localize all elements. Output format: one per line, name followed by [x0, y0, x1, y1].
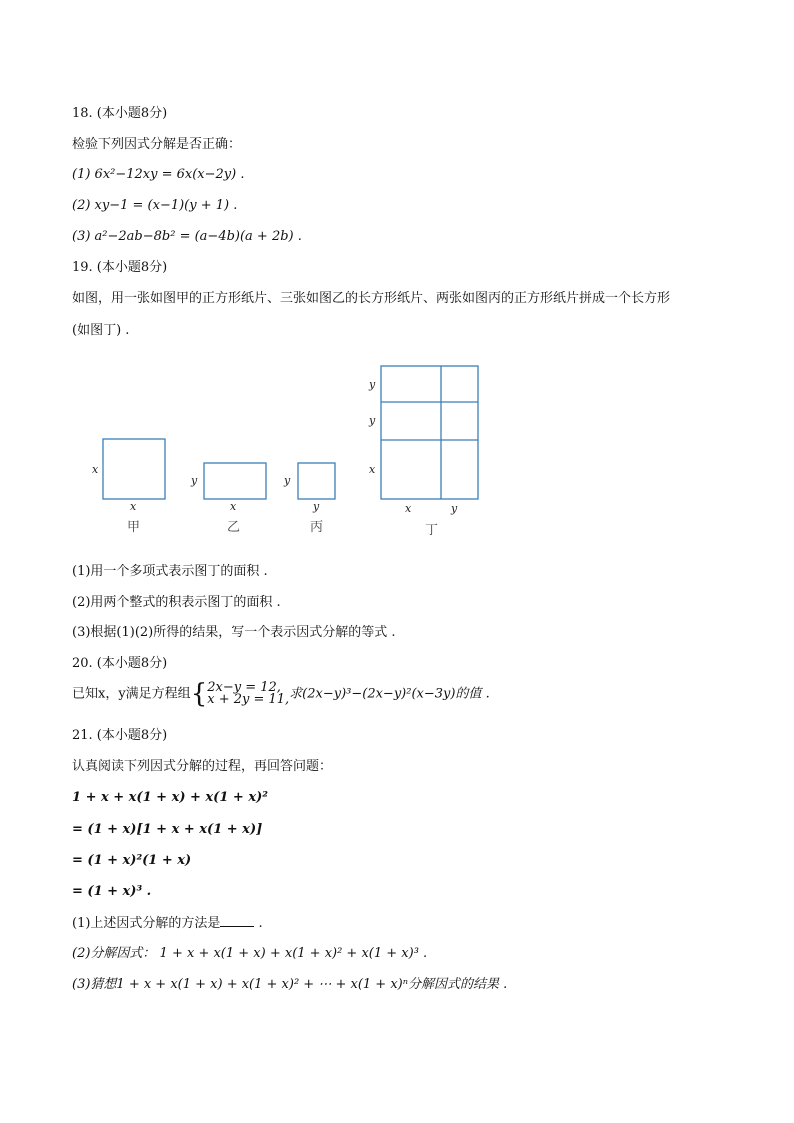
q19-header: 19. (本小题8分) — [72, 260, 168, 275]
q20-header: 20. (本小题8分) — [72, 656, 168, 671]
jia-bottom-label: x — [130, 500, 137, 513]
q21-item-3: (3)猜想1 + x + x(1 + x) + x(1 + x)² + ⋯ + x(1 + x)ⁿ分解因式的结果 . — [72, 977, 508, 992]
yi-left-label: y — [191, 474, 198, 487]
q21-step-3: = (1 + x)²(1 + x) — [72, 853, 192, 868]
yi-bottom-label: x — [230, 500, 237, 513]
figure-jia-square — [103, 439, 165, 499]
ding-left-label-3: x — [369, 463, 376, 476]
figure-yi-rectangle — [204, 463, 266, 499]
q18-item-1: (1) 6x²−12xy = 6x(x−2y) . — [72, 167, 245, 182]
q19-item-1: (1)用一个多项式表示图丁的面积 . — [72, 564, 268, 579]
q20-statement — [72, 681, 490, 708]
ding-caption: 丁 — [425, 523, 439, 538]
bing-caption: 丙 — [310, 520, 324, 535]
q21-step-4: = (1 + x)³ . — [72, 884, 152, 899]
ding-left-label-1: y — [369, 378, 376, 391]
q21-item-2: (2)分解因式： 1 + x + x(1 + x) + x(1 + x)² + x(1 + x)³ . — [72, 946, 428, 961]
q20-suffix: 求(2x−y)³−(2x−y)²(x−3y)的值 . — [289, 686, 490, 702]
ding-left-label-2: y — [369, 414, 376, 427]
q21-item-1 — [72, 914, 263, 933]
ding-bottom-label-2: y — [451, 502, 458, 515]
q19-item-2: (2)用两个整式的积表示图丁的面积 . — [72, 595, 281, 610]
q19-item-3: (3)根据(1)(2)所得的结果，写一个表示因式分解的等式 . — [72, 625, 396, 640]
answer-blank — [220, 914, 254, 927]
q21-step-2: = (1 + x)[1 + x + x(1 + x)] — [72, 822, 263, 837]
figure-bing-square — [298, 463, 335, 499]
jia-left-label: x — [92, 463, 99, 476]
jia-caption: 甲 — [127, 520, 141, 535]
left-brace-icon: { — [190, 679, 208, 709]
q19-figure — [80, 360, 500, 540]
q18-intro: 检验下列因式分解是否正确： — [72, 137, 242, 152]
q21-item-1-suffix: . — [254, 916, 263, 931]
figure-ding-rectangle — [381, 366, 478, 499]
q18-header: 18. (本小题8分) — [72, 106, 168, 121]
q20-eq1: 2x−y = 12, — [207, 680, 281, 695]
q21-header: 21. (本小题8分) — [72, 728, 168, 743]
yi-caption: 乙 — [227, 520, 241, 535]
q21-intro: 认真阅读下列因式分解的过程，再回答问题： — [72, 759, 333, 774]
ding-bottom-label-1: x — [405, 502, 412, 515]
q20-prefix: 已知x，y满足方程组 — [72, 686, 191, 702]
q18-item-3: (3) a²−2ab−8b² = (a−4b)(a + 2b) . — [72, 229, 302, 244]
bing-left-label: y — [284, 474, 291, 487]
q19-intro-line-1: 如图，用一张如图甲的正方形纸片、三张如图乙的长方形纸片、两张如图丙的正方形纸片拼成一个长方形 — [72, 291, 671, 306]
q21-item-1-prefix: (1)上述因式分解的方法是 — [72, 916, 221, 931]
q20-eq2: x + 2y = 11, — [207, 692, 290, 707]
q19-intro-line-2: (如图丁) . — [72, 323, 130, 338]
q18-item-2: (2) xy−1 = (x−1)(y + 1) . — [72, 198, 238, 213]
bing-bottom-label: y — [313, 500, 320, 513]
q21-step-1: 1 + x + x(1 + x) + x(1 + x)² — [72, 790, 268, 805]
q20-equation-system — [207, 682, 289, 706]
